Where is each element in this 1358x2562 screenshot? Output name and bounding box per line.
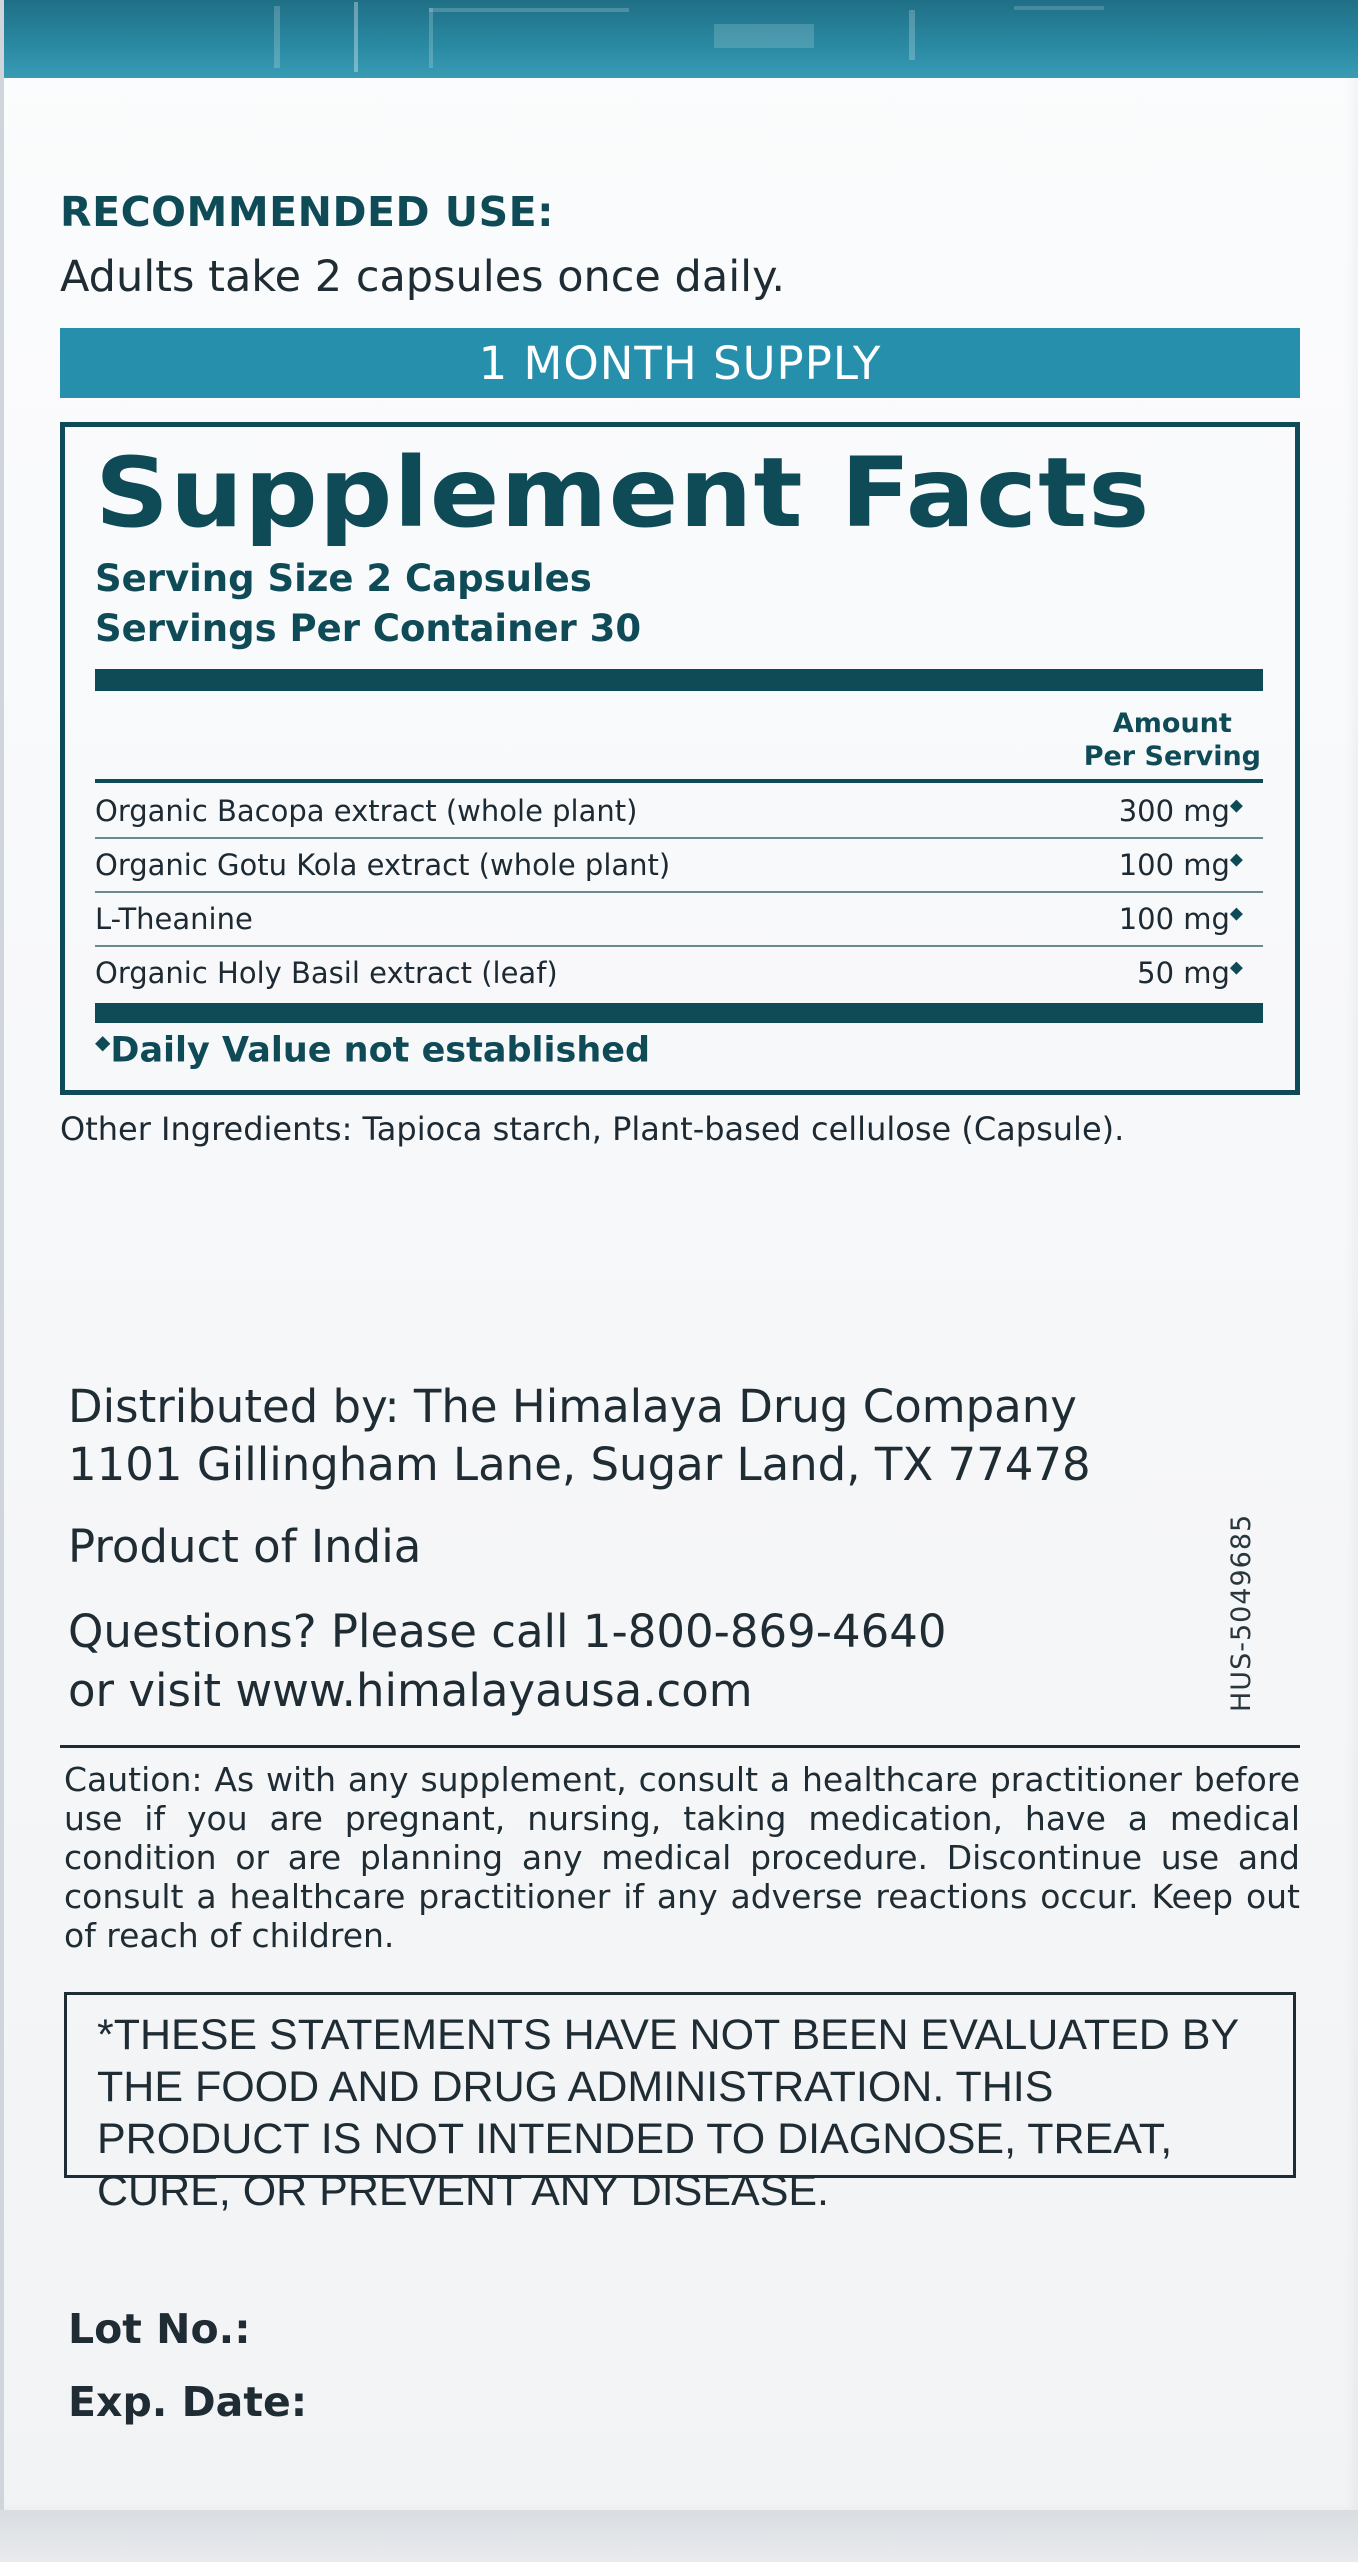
- amount-header-line1: Amount: [1112, 708, 1232, 739]
- top-color-band: [4, 0, 1358, 78]
- ingredient-amount: 100 mg◆: [1118, 847, 1243, 882]
- amount-header-line2: Per Serving: [1083, 741, 1261, 772]
- supplement-facts-panel: [60, 422, 1300, 1095]
- website-line: or visit www.himalayausa.com: [68, 1664, 753, 1717]
- product-code: HUS-5049685: [1226, 1513, 1257, 1712]
- servings-per-container: Servings Per Container 30: [95, 607, 642, 650]
- bottom-edge: [0, 2510, 1358, 2562]
- band-mark: [429, 8, 433, 68]
- band-mark: [429, 8, 629, 12]
- ingredient-row: [95, 947, 1263, 998]
- other-ingredients: Other Ingredients: Tapioca starch, Plant-based cellulose (Capsule).: [60, 1110, 1125, 1148]
- ingredient-row: [95, 893, 1263, 944]
- header-rule: [95, 779, 1263, 783]
- expiry-date-label: Exp. Date:: [68, 2378, 308, 2426]
- supplement-facts-title: Supplement Facts: [95, 437, 1151, 549]
- distributor-line: Distributed by: The Himalaya Drug Company: [68, 1380, 1077, 1433]
- daily-value-note: ◆Daily Value not established: [95, 1030, 651, 1071]
- distributor-address: 1101 Gillingham Lane, Sugar Land, TX 77478: [68, 1438, 1091, 1491]
- band-mark: [1014, 6, 1104, 10]
- ingredient-name: Organic Gotu Kola extract (whole plant): [95, 847, 671, 882]
- band-mark: [274, 6, 280, 68]
- fda-disclaimer-box: *THESE STATEMENTS HAVE NOT BEEN EVALUATED BY THE FOOD AND DRUG ADMINISTRATION. THIS PRODUCT IS NOT INTENDED TO DIAGNOSE, TREAT, CURE, OR PREVENT ANY DISEASE.: [64, 1992, 1296, 2178]
- band-mark: [714, 24, 814, 48]
- section-divider: [60, 1745, 1300, 1748]
- recommended-use-title: RECOMMENDED USE:: [60, 188, 555, 236]
- ingredient-amount: 300 mg◆: [1118, 793, 1243, 828]
- product-origin: Product of India: [68, 1520, 422, 1573]
- thick-rule: [95, 1003, 1263, 1023]
- serving-size: Serving Size 2 Capsules: [95, 557, 592, 600]
- ingredient-name: Organic Bacopa extract (whole plant): [95, 793, 638, 828]
- recommended-use-text: Adults take 2 capsules once daily.: [60, 252, 786, 302]
- ingredient-name: Organic Holy Basil extract (leaf): [95, 955, 558, 990]
- caution-text: Caution: As with any supplement, consult a healthcare practitioner before use if you are pregnant, nursing, taking medication, have a medical condition or are planning any medical procedure. Discontinue use and consult a healthcare practitioner if any adverse reactions occur. Keep out of reach of children.: [64, 1760, 1300, 1955]
- supply-banner: 1 MONTH SUPPLY: [60, 328, 1300, 398]
- ingredient-row: [95, 785, 1263, 836]
- amount-per-serving-header: [1084, 707, 1261, 773]
- lot-number-label: Lot No.:: [68, 2305, 251, 2353]
- ingredient-amount: 100 mg◆: [1118, 901, 1243, 936]
- questions-phone: Questions? Please call 1-800-869-4640: [68, 1605, 947, 1658]
- band-mark: [909, 10, 915, 60]
- ingredient-amount: 50 mg◆: [1137, 955, 1243, 990]
- band-mark: [354, 2, 358, 72]
- thick-rule: [95, 669, 1263, 691]
- ingredient-row: [95, 839, 1263, 890]
- ingredient-name: L-Theanine: [95, 901, 253, 936]
